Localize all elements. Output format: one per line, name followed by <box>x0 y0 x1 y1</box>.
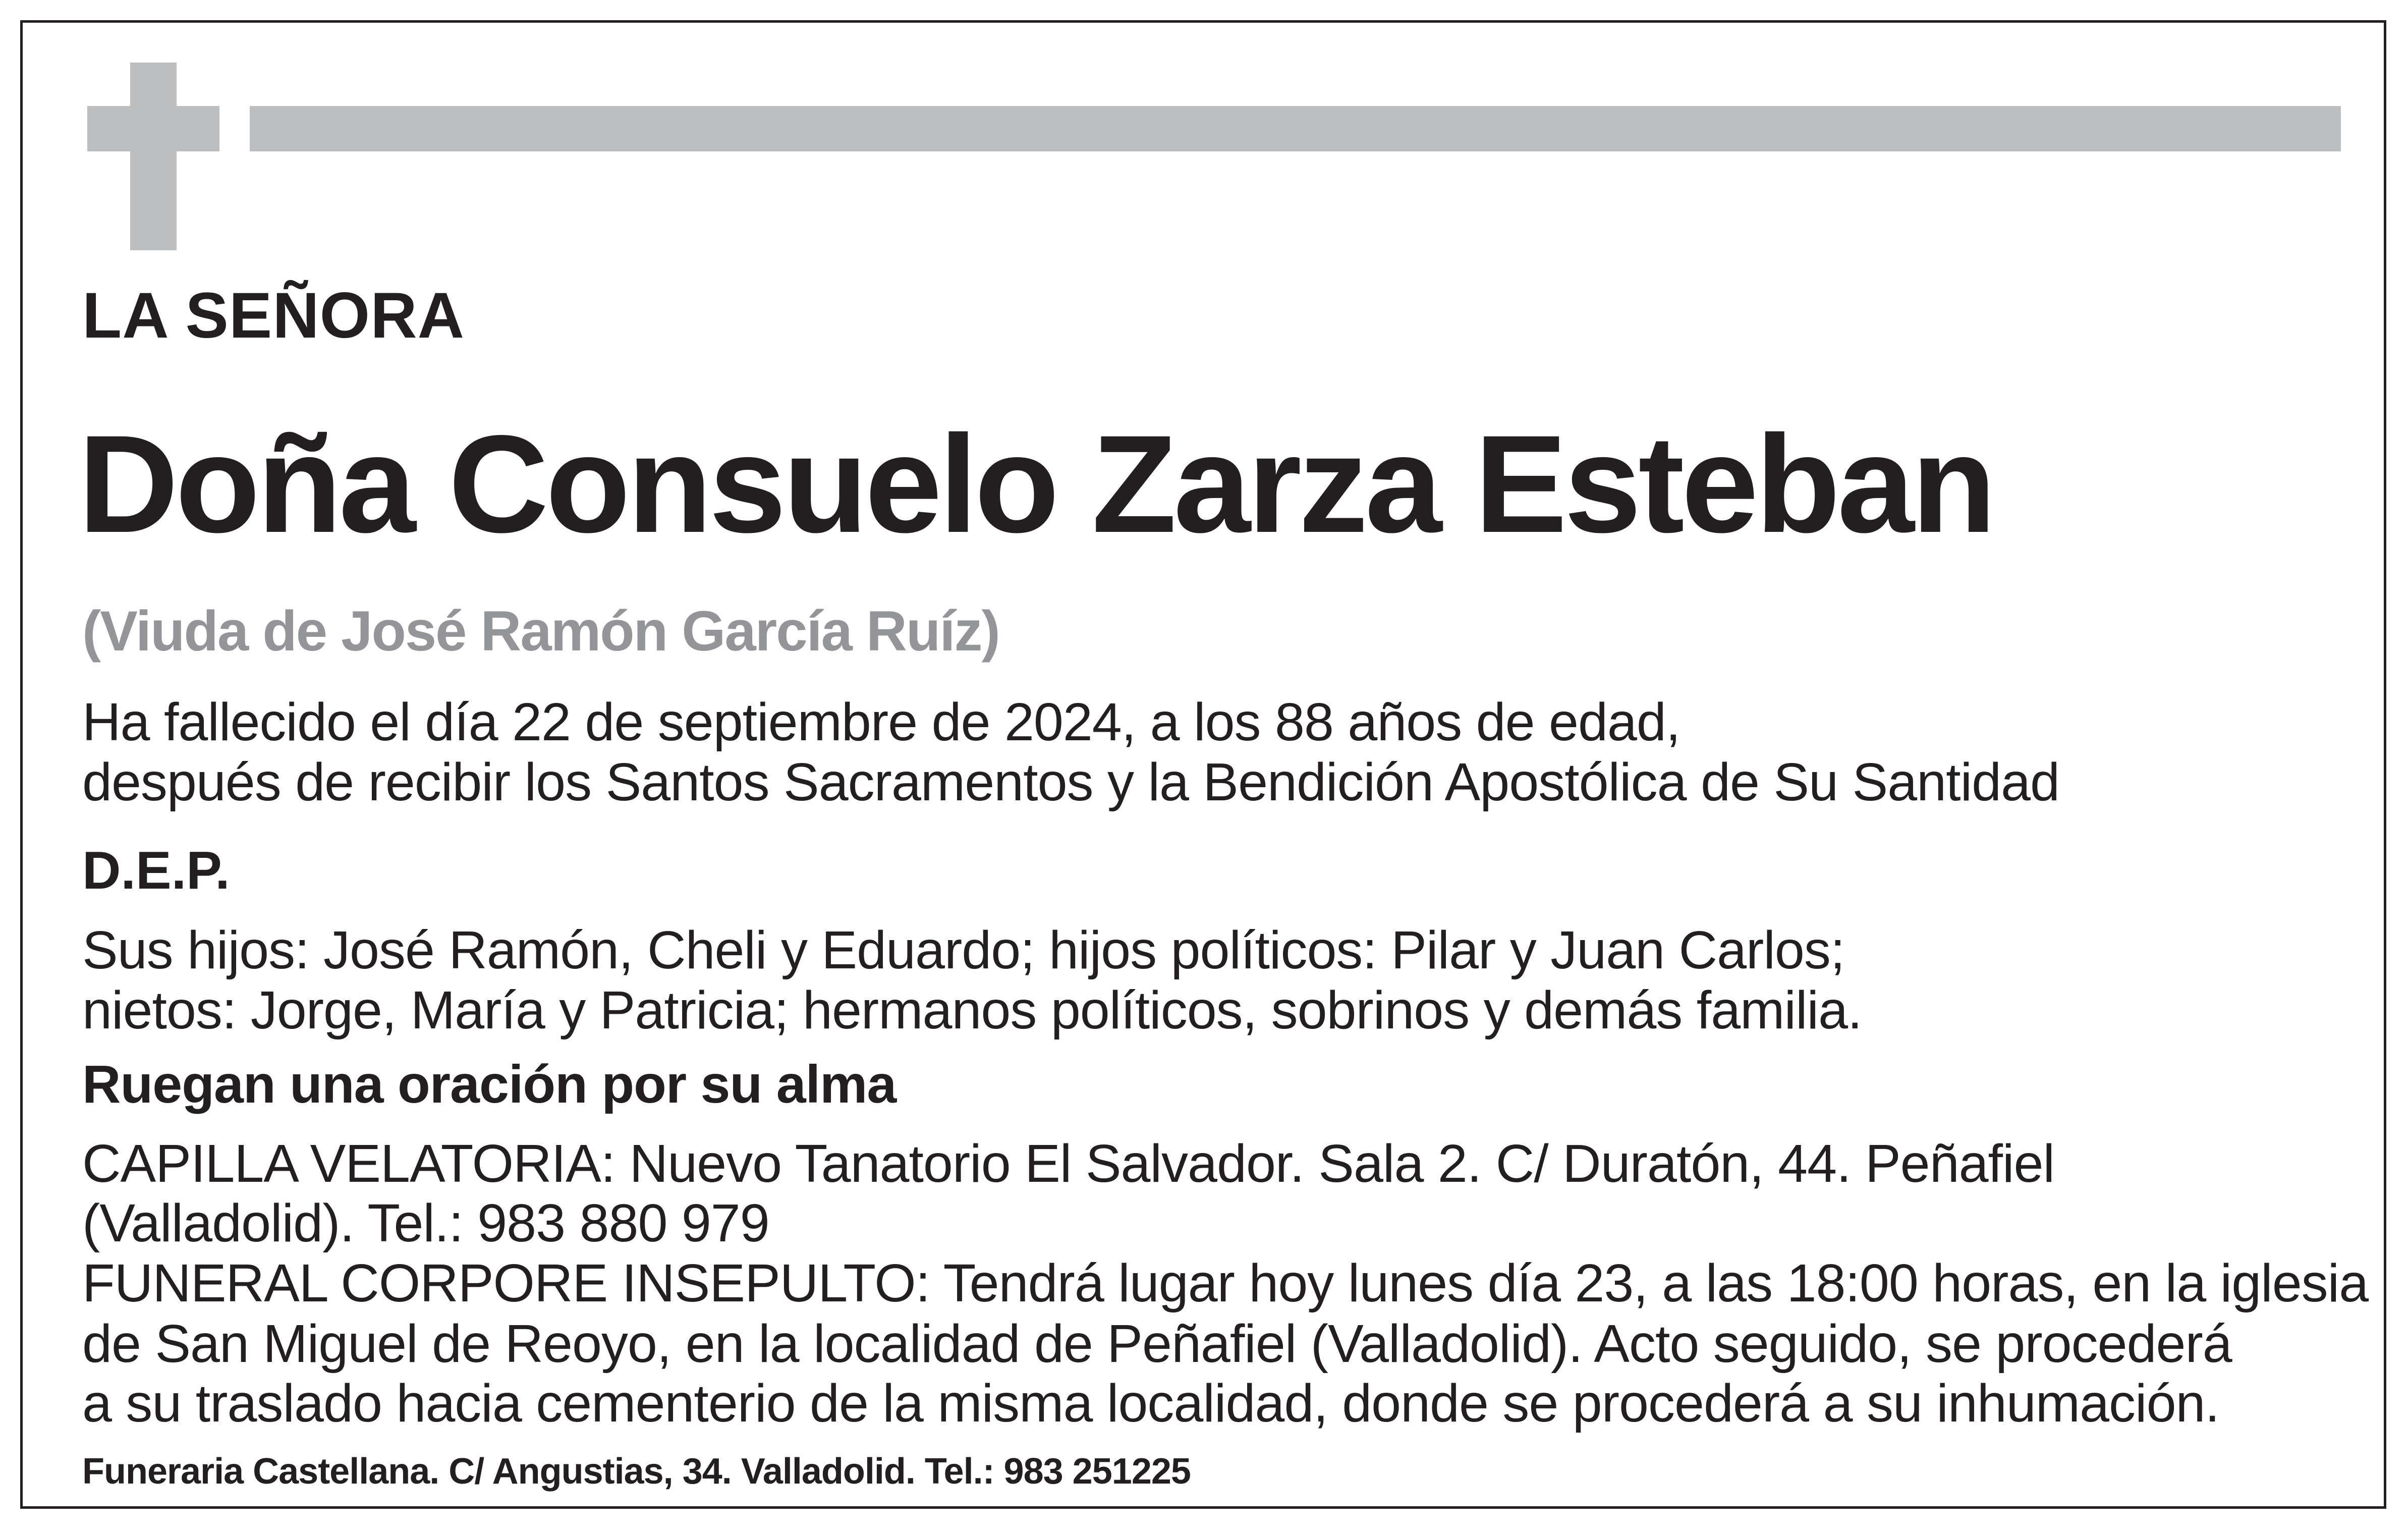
rip-label: D.E.P. <box>82 841 230 900</box>
header-rule <box>250 106 2341 151</box>
death-line: después de recibir los Santos Sacramentos y la Bendición Apostólica de Su Santidad <box>82 752 2059 812</box>
cross-icon <box>87 63 219 250</box>
spouse-note: (Viuda de José Ramón García Ruíz) <box>82 599 999 663</box>
service-line: FUNERAL CORPORE INSEPULTO: Tendrá lugar hoy lunes día 23, a las 18:00 horas, en la iglesia <box>82 1253 2369 1313</box>
family-line: Sus hijos: José Ramón, Cheli y Eduardo; hijos políticos: Pilar y Juan Carlos; <box>82 920 1845 980</box>
cross-vertical-bar <box>130 63 177 250</box>
cross-horizontal-bar <box>87 106 219 151</box>
service-line: a su traslado hacia cementerio de la misma localidad, donde se procederá a su inhumación. <box>82 1374 2219 1433</box>
death-line: Ha fallecido el día 22 de septiembre de 2024, a los 88 años de edad, <box>82 692 1681 752</box>
deceased-name: Doña Consuelo Zarza Esteban <box>78 407 1993 562</box>
family-line: nietos: Jorge, María y Patricia; hermanos políticos, sobrinos y demás familia. <box>82 980 1862 1040</box>
service-line: CAPILLA VELATORIA: Nuevo Tanatorio El Salvador. Sala 2. C/ Duratón, 44. Peñafiel <box>82 1134 2055 1193</box>
prayer-request: Ruegan una oración por su alma <box>82 1055 897 1114</box>
service-line: (Valladolid). Tel.: 983 880 979 <box>82 1193 769 1253</box>
title-label: LA SEÑORA <box>82 280 465 352</box>
service-line: de San Miguel de Reoyo, en la localidad de Peñafiel (Valladolid). Acto seguido, se procederá <box>82 1314 2232 1374</box>
funeral-home-footer: Funeraria Castellana. C/ Angustias, 34. Valladolid. Tel.: 983 251225 <box>82 1451 1191 1492</box>
